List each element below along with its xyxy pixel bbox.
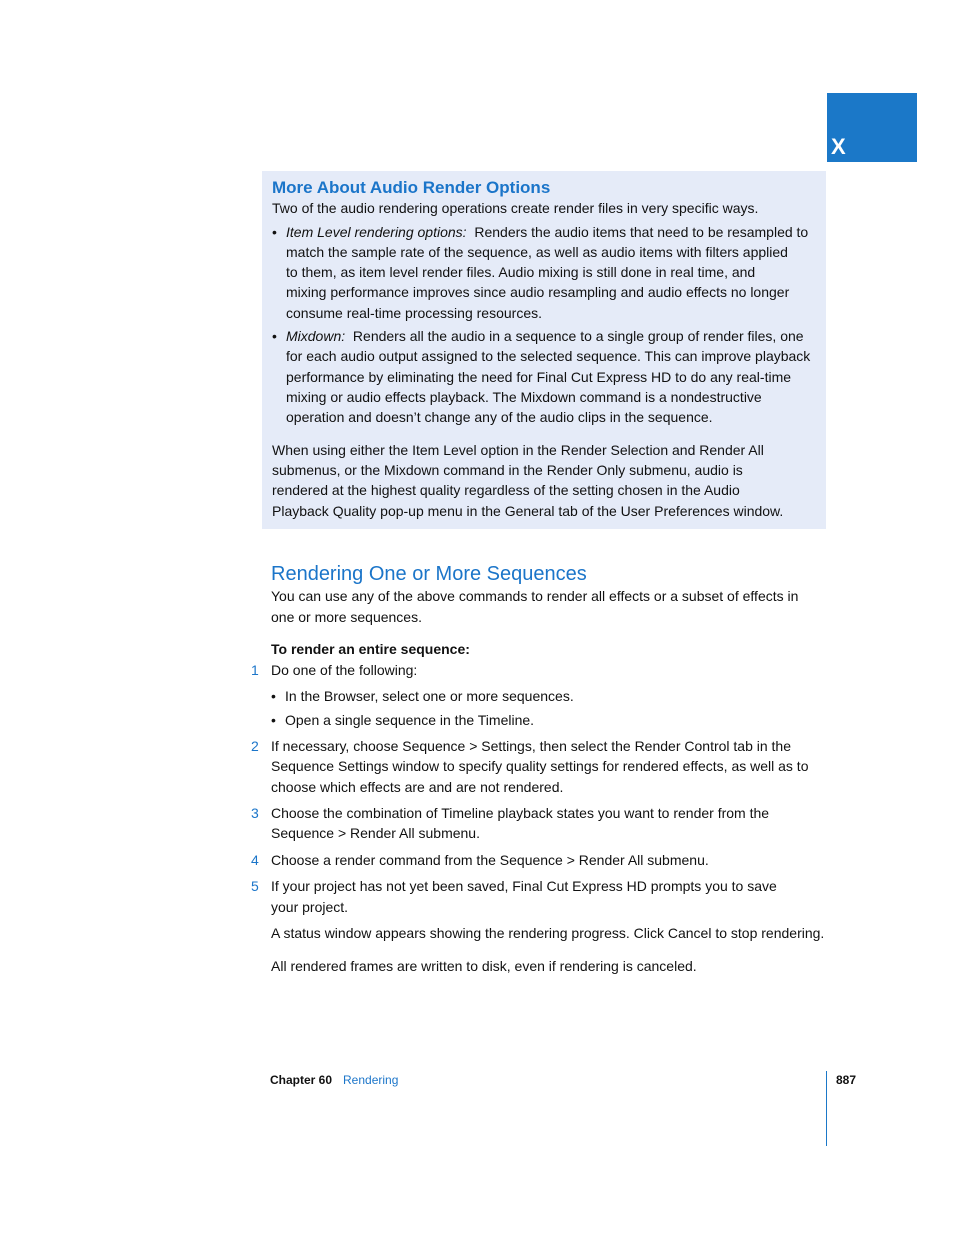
bullet-marker: •	[272, 224, 277, 240]
step-number: 5	[251, 878, 259, 894]
section-heading: Rendering One or More Sequences	[271, 563, 587, 585]
footer-rule	[826, 1071, 827, 1146]
bullet-marker: •	[272, 328, 277, 344]
bullet-line: Mixdown: Renders all the audio in a sequence to a single group of render files, one	[286, 328, 804, 344]
bullet-line: operation and doesn’t change any of the audio clips in the sequence.	[286, 409, 713, 425]
step-text: Choose a render command from the Sequence > Render All submenu.	[271, 852, 709, 868]
section-intro-line: You can use any of the above commands to render all effects or a subset of effects in	[271, 588, 799, 604]
step-number: 3	[251, 805, 259, 821]
step-text: Do one of the following:	[271, 662, 418, 678]
chapter-tab	[827, 93, 917, 162]
step-bullet: Open a single sequence in the Timeline.	[285, 712, 535, 728]
bullet-line: mixing or audio effects playback. The Mixdown command is a nondestructive	[286, 389, 762, 405]
footer-chapter: Chapter 60	[270, 1073, 333, 1087]
bullet-line: to them, as item level render files. Audio mixing is still done in real time, and	[286, 264, 756, 280]
bullet-line: mixing performance improves since audio resampling and audio effects no longer	[286, 284, 790, 300]
step-text: If necessary, choose Sequence > Settings, then select the Render Control tab in the	[271, 738, 792, 754]
step-note: All rendered frames are written to disk, even if rendering is canceled.	[271, 958, 697, 974]
step-text: Sequence Settings window to specify quality settings for rendered effects, as well as to	[271, 758, 809, 774]
step-text: choose which effects are and are not rendered.	[271, 779, 564, 795]
bullet-term: Mixdown:	[286, 328, 346, 344]
step-number: 2	[251, 738, 259, 754]
sidebar-closing-line: When using either the Item Level option in the Render Selection and Render All	[272, 442, 764, 458]
task-title: To render an entire sequence:	[271, 641, 470, 657]
step-note: A status window appears showing the rendering progress. Click Cancel to stop rendering.	[271, 925, 825, 941]
sidebar-closing-line: submenus, or the Mixdown command in the Render Only submenu, audio is	[272, 462, 743, 478]
sidebar-intro: Two of the audio rendering operations create render files in very specific ways.	[272, 200, 759, 216]
sidebar-closing-line: Playback Quality pop-up menu in the General tab of the User Preferences window.	[272, 503, 784, 519]
step-number: 1	[251, 662, 259, 678]
step-text: your project.	[271, 899, 349, 915]
section-intro-line: one or more sequences.	[271, 609, 422, 625]
step-number: 4	[251, 852, 259, 868]
bullet-line: for each audio output assigned to the selected sequence. This can improve playback	[286, 348, 811, 364]
bullet-marker: •	[271, 688, 276, 704]
page-number: 887	[836, 1073, 857, 1087]
chapter-tab-letter: X	[831, 134, 846, 159]
bullet-line: performance by eliminating the need for Final Cut Express HD to do any real-time	[286, 369, 792, 385]
bullet-line: match the sample rate of the sequence, as well as audio items with filters applied	[286, 244, 788, 260]
bullet-line: Item Level rendering options: Renders the audio items that need to be resampled to	[286, 224, 809, 240]
step-bullet: In the Browser, select one or more sequences.	[285, 688, 574, 704]
footer-section: Rendering	[343, 1073, 399, 1087]
bullet-line: consume real-time processing resources.	[286, 305, 542, 321]
sidebar-title: More About Audio Render Options	[272, 178, 551, 197]
step-text: Choose the combination of Timeline playback states you want to render from the	[271, 805, 770, 821]
sidebar-closing-line: rendered at the highest quality regardless of the setting chosen in the Audio	[272, 482, 740, 498]
bullet-marker: •	[271, 712, 276, 728]
step-text: If your project has not yet been saved, Final Cut Express HD prompts you to save	[271, 878, 777, 894]
bullet-term: Item Level rendering options:	[286, 224, 467, 240]
step-text: Sequence > Render All submenu.	[271, 825, 480, 841]
